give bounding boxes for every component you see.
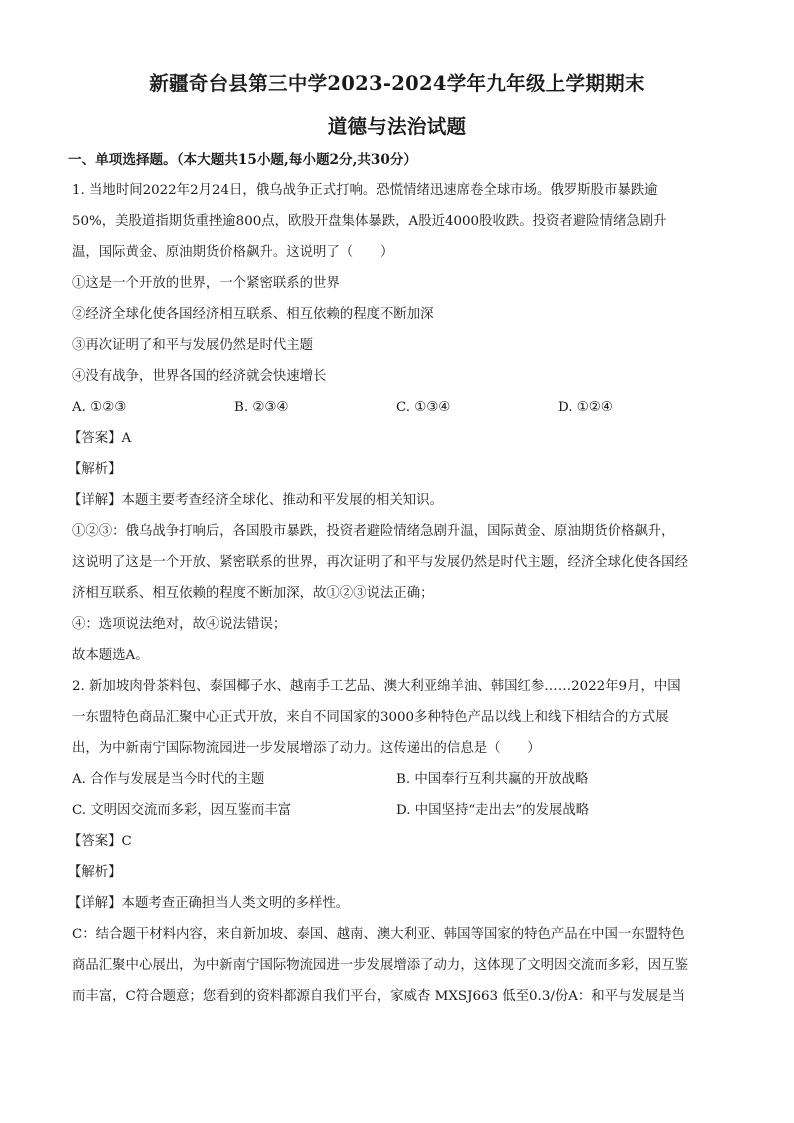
q1-option-c: C. ①③④ bbox=[396, 400, 451, 415]
q1-detail-line-3: 这说明了这是一个开放、紧密联系的世界，再次证明了和平与发展仍然是时代主题，经济全球化使各国经 bbox=[72, 555, 688, 570]
q1-answer: 【答案】A bbox=[68, 431, 132, 446]
page-subtitle: 道德与法治试题 bbox=[327, 115, 467, 138]
q1-stem-line-1: 1. 当地时间2022年2月24日，俄乌战争正式打响。恐慌情绪迅速席卷全球市场。俄罗斯股市暴跌逾 bbox=[72, 183, 658, 198]
q2-detail-line-2: C：结合题干材料内容，来自新加坡、泰国、越南、澳大利亚、韩国等国家的特色产品在中国一东盟特色 bbox=[72, 927, 685, 942]
q2-option-d: D. 中国坚持“走出去”的发展战略 bbox=[396, 803, 590, 818]
q1-option-a: A. ①②③ bbox=[72, 400, 127, 415]
q1-detail-line-2: ①②③：俄乌战争打响后，各国股市暴跌，投资者避险情绪急剧升温，国际黄金、原油期货价格飙升， bbox=[72, 524, 675, 539]
q2-analysis-label: 【解析】 bbox=[68, 865, 122, 880]
q2-option-a: A. 合作与发展是当今时代的主题 bbox=[72, 772, 265, 787]
q1-statement-3: ③再次证明了和平与发展仍然是时代主题 bbox=[72, 338, 314, 353]
q1-stem-line-3: 温，国际黄金、原油期货价格飙升。这说明了（ ） bbox=[72, 245, 394, 260]
q2-option-c: C. 文明因交流而多彩，因互鉴而丰富 bbox=[72, 803, 292, 818]
q1-statement-1: ①这是一个开放的世界，一个紧密联系的世界 bbox=[72, 276, 340, 291]
q2-detail-line-4: 而丰富，C符合题意；您看到的资料都源自我们平台，家威杏 MXSJ663 低至0.3/份A：和平与发展是当 bbox=[72, 989, 686, 1004]
q1-detail-line-5: ④：选项说法绝对，故④说法错误； bbox=[72, 617, 287, 632]
q1-detail-line-6: 故本题选A。 bbox=[72, 648, 149, 663]
q2-detail-line-3: 商品汇聚中心展出，为中新南宁国际物流园进一步发展增添了动力，这体现了文明因交流而多彩，因互鉴 bbox=[72, 958, 688, 973]
q1-statement-2: ②经济全球化使各国经济相互联系、相互依赖的程度不断加深 bbox=[72, 307, 434, 322]
q2-answer: 【答案】C bbox=[68, 834, 132, 849]
q2-stem-line-1: 2. 新加坡肉骨茶料包、泰国椰子水、越南手工艺品、澳大利亚绵羊油、韩国红参……2022年9月，中国 bbox=[72, 679, 681, 694]
q2-stem-line-3: 出，为中新南宁国际物流园进一步发展增添了动力。这传递出的信息是（ ） bbox=[72, 741, 541, 756]
q1-option-b: B. ②③④ bbox=[234, 400, 289, 415]
q1-detail-line-1: 【详解】本题主要考查经济全球化、推动和平发展的相关知识。 bbox=[68, 493, 443, 508]
q2-detail-line-1: 【详解】本题考查正确担当人类文明的多样性。 bbox=[68, 896, 350, 911]
q2-stem-line-2: 一东盟特色商品汇聚中心正式开放，来自不同国家的3000多种特色产品以线上和线下相结合的方式展 bbox=[72, 710, 669, 725]
q2-option-b: B. 中国奉行互利共赢的开放战略 bbox=[396, 772, 589, 787]
q1-statement-4: ④没有战争，世界各国的经济就会快速增长 bbox=[72, 369, 327, 384]
q1-analysis-label: 【解析】 bbox=[68, 462, 122, 477]
section-heading: 一、单项选择题。（本大题共15小题,每小题2分,共30分） bbox=[68, 152, 418, 168]
q1-detail-line-4: 济相互联系、相互依赖的程度不断加深，故①②③说法正确； bbox=[72, 586, 434, 601]
q1-option-d: D. ①②④ bbox=[558, 400, 613, 415]
page-title: 新疆奇台县第三中学2023-2024学年九年级上学期期末 bbox=[149, 72, 645, 95]
q1-stem-line-2: 50%，美股道指期货重挫逾800点，欧股开盘集体暴跌，A股近4000股收跌。投资者避险情绪急剧升 bbox=[72, 214, 667, 229]
